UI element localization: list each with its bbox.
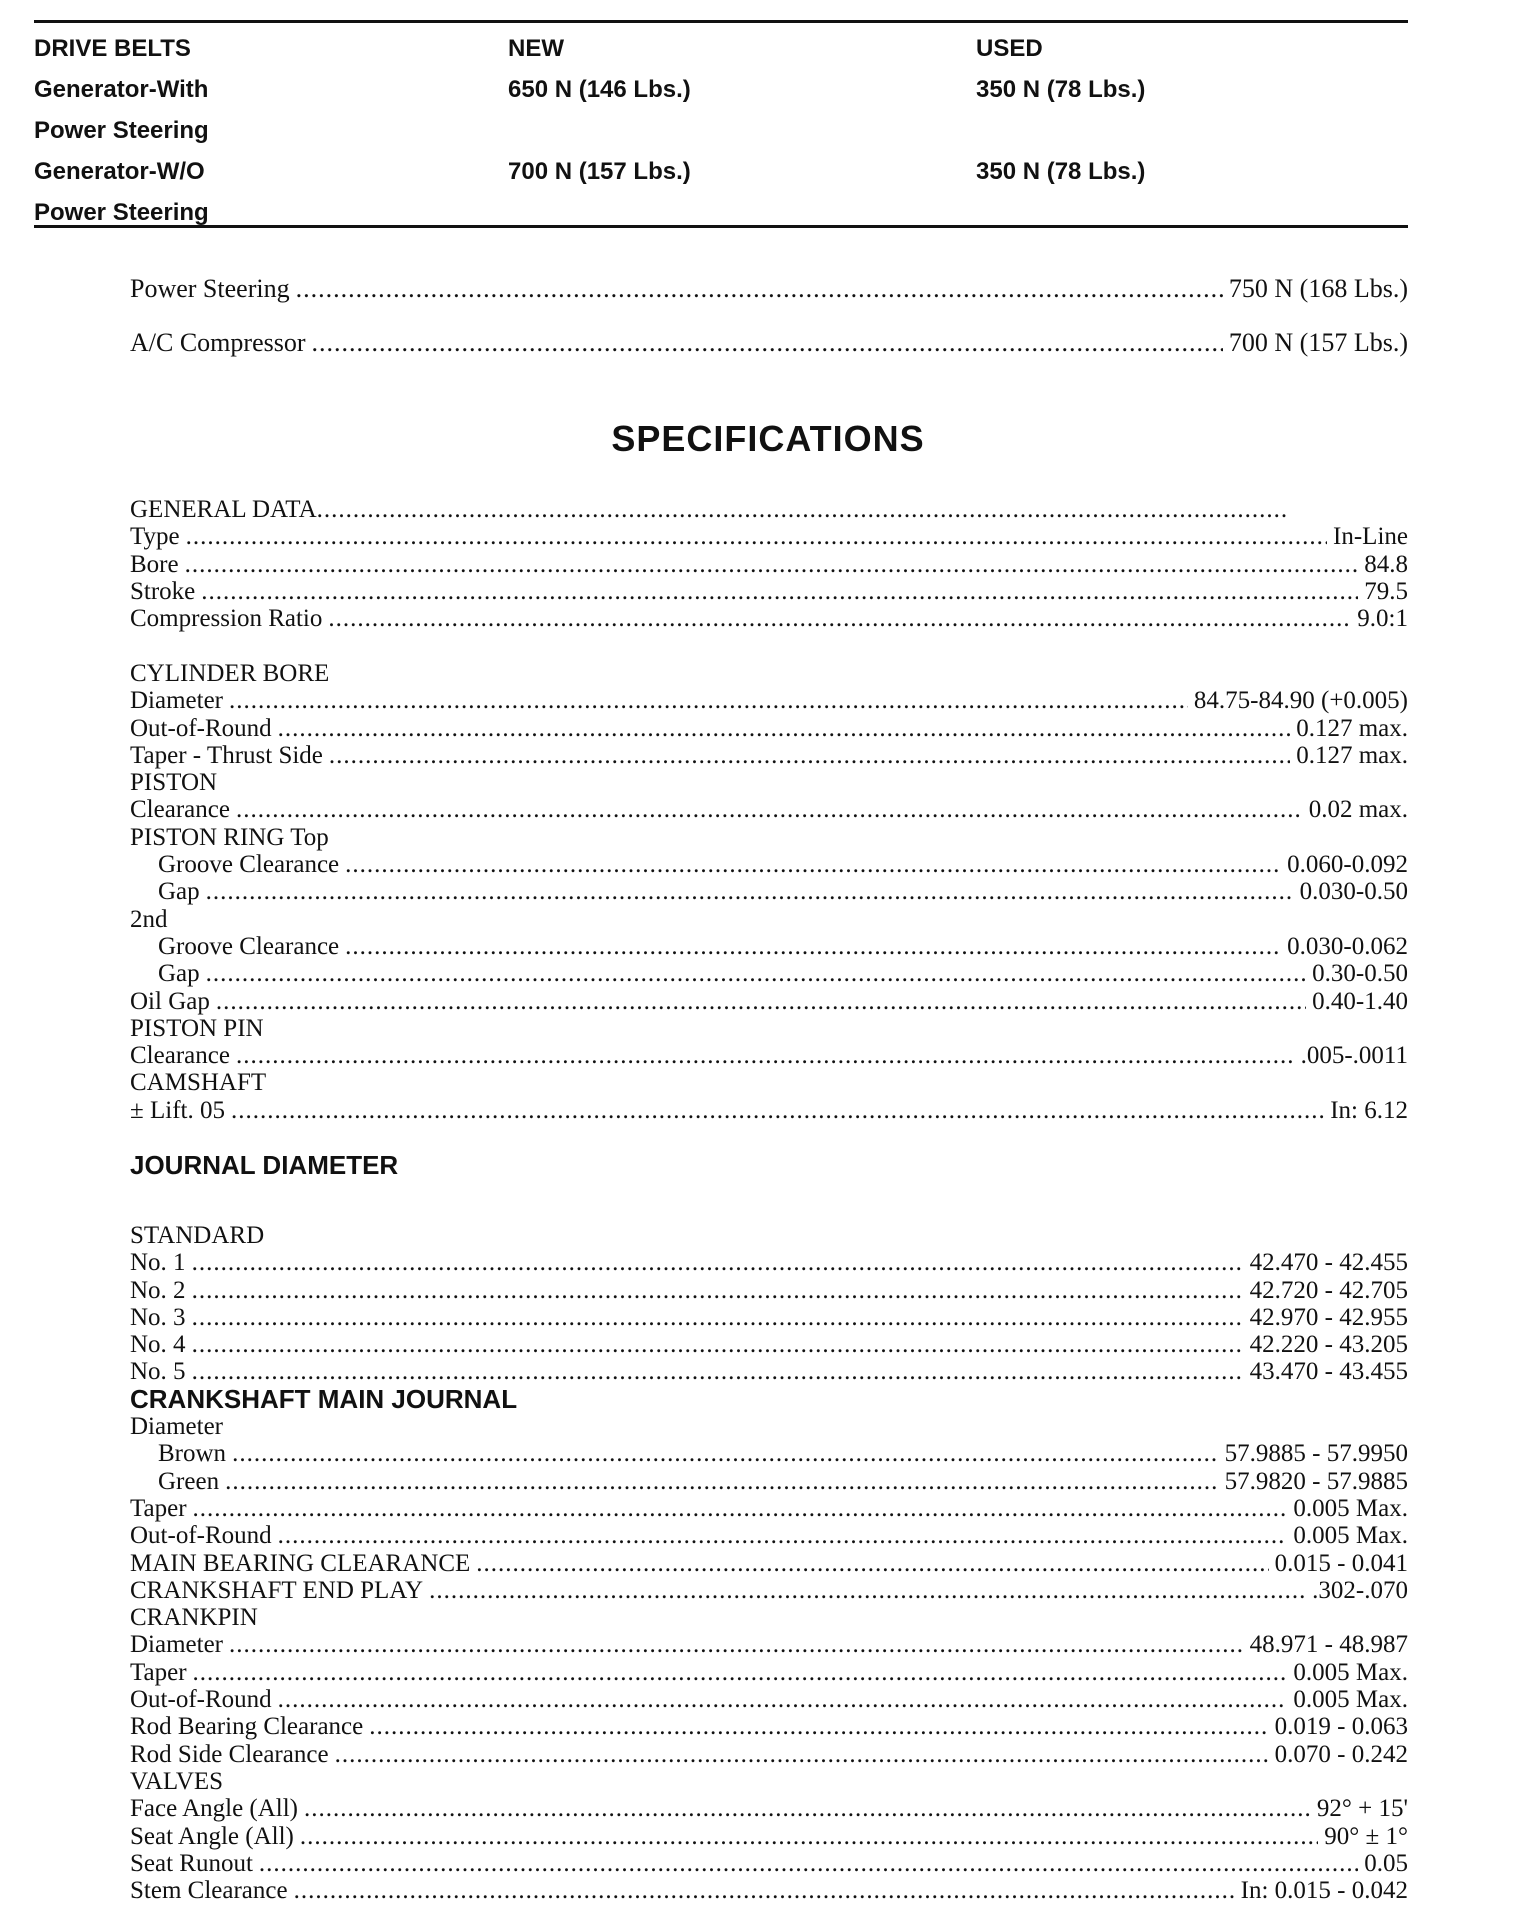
second-ring-heading: 2nd (130, 905, 168, 933)
spec-value: 0.005 Max. (1293, 1686, 1408, 1714)
spec-line (130, 796, 1408, 823)
belt-name: Generator-With (34, 76, 209, 103)
spec-label: Oil Gap (130, 987, 210, 1015)
spec-label: Taper - Thrust Side (130, 741, 323, 769)
dot-leader (192, 1277, 1244, 1304)
page-title: SPECIFICATIONS (611, 418, 925, 459)
dot-leader (317, 496, 1287, 523)
spec-value: .302-.070 (1312, 1576, 1408, 1604)
power-steering-tension (130, 274, 1408, 304)
dot-leader (192, 1331, 1244, 1358)
spec-line (130, 1550, 1408, 1577)
spec-label: Groove Clearance (158, 932, 340, 960)
cylinder-bore-heading: CYLINDER BORE (130, 660, 330, 687)
spec-line (130, 1686, 1408, 1713)
spec-line (130, 1097, 1408, 1124)
spec-label: Out-of-Round (130, 1522, 272, 1550)
belt-used-value: 350 N (78 Lbs.) (976, 76, 1146, 103)
dot-leader (192, 1249, 1244, 1276)
dot-leader (185, 551, 1359, 578)
dot-leader (236, 1042, 1295, 1069)
spec-label: No. 1 (130, 1249, 186, 1277)
spec-line (130, 1522, 1408, 1549)
general-data-section (130, 496, 1408, 632)
diameter-heading: Diameter (130, 1413, 224, 1441)
spec-label: Face Angle (All) (130, 1795, 299, 1823)
spec-label: Rod Side Clearance (130, 1740, 329, 1768)
dot-leader (259, 1850, 1358, 1877)
spec-value: In: 6.12 (1330, 1096, 1408, 1124)
table-top-rule (34, 20, 1408, 23)
spec-line (130, 687, 1408, 714)
spec-line (130, 1795, 1408, 1822)
dot-leader (216, 988, 1306, 1015)
spec-value: 57.9885 - 57.9950 (1224, 1440, 1408, 1468)
spec-value: 0.127 max. (1296, 741, 1408, 769)
spec-line (130, 1823, 1408, 1850)
spec-value: 0.02 max. (1308, 796, 1408, 824)
dot-leader (201, 578, 1358, 605)
spec-label: Clearance (130, 796, 230, 824)
belt-new-value: 700 N (157 Lbs.) (508, 158, 691, 185)
dot-leader (206, 960, 1307, 987)
spec-value: 42.470 - 42.455 (1249, 1249, 1408, 1277)
spec-value: 43.470 - 43.455 (1249, 1358, 1408, 1386)
dot-leader (193, 1659, 1288, 1686)
spec-line (130, 1741, 1408, 1768)
dot-leader (278, 1686, 1288, 1713)
header-drive-belts: DRIVE BELTS (34, 35, 191, 62)
spec-label: Out-of-Round (130, 714, 272, 742)
dot-leader (369, 1713, 1268, 1740)
dot-leader (345, 851, 1281, 878)
dot-leader (229, 687, 1188, 714)
spec-label: No. 3 (130, 1303, 186, 1331)
dot-leader (225, 1468, 1219, 1495)
spec-value: 0.005 Max. (1293, 1494, 1408, 1522)
drive-belts-table (34, 28, 1408, 233)
general-data-heading: GENERAL DATA (130, 496, 317, 523)
dot-leader (335, 1741, 1269, 1768)
spec-line (130, 933, 1408, 960)
spec-value: 0.40-1.40 (1312, 987, 1408, 1015)
table-row (34, 110, 1408, 151)
dot-leader (476, 1550, 1268, 1577)
belt-new-value: 650 N (146 Lbs.) (508, 76, 691, 103)
belt-used-value: 350 N (78 Lbs.) (976, 158, 1146, 185)
spec-value: 0.060-0.092 (1287, 851, 1408, 879)
belt-name: Power Steering (34, 199, 209, 226)
spec-label: Seat Runout (130, 1849, 253, 1877)
spec-line (130, 1277, 1408, 1304)
spec-label: Taper (130, 1658, 187, 1686)
spec-label: Gap (158, 960, 200, 988)
dot-leader (192, 1304, 1244, 1331)
dot-leader (294, 1877, 1235, 1904)
spec-label: No. 5 (130, 1358, 186, 1386)
spec-line (130, 878, 1408, 905)
dot-leader (300, 1823, 1318, 1850)
table-row (34, 69, 1408, 110)
spec-line (130, 1877, 1408, 1904)
dot-leader (186, 523, 1327, 550)
spec-label: CRANKSHAFT END PLAY (130, 1576, 424, 1604)
spec-value: 42.970 - 42.955 (1249, 1303, 1408, 1331)
spec-label: Diameter (130, 1631, 224, 1659)
dot-leader (304, 1795, 1311, 1822)
piston-heading: PISTON (130, 769, 218, 797)
spec-line (130, 523, 1408, 550)
spec-label: Seat Angle (All) (130, 1822, 294, 1850)
dot-leader (429, 1577, 1306, 1604)
spec-value: 0.005 Max. (1293, 1658, 1408, 1686)
spec-line (130, 1249, 1408, 1276)
standard-heading: STANDARD (130, 1222, 265, 1249)
spec-value: 84.8 (1364, 550, 1408, 578)
dot-leader (232, 1440, 1219, 1467)
spec-value: 42.720 - 42.705 (1249, 1276, 1408, 1304)
spec-label: Brown (158, 1440, 227, 1468)
spec-value: 0.015 - 0.041 (1274, 1549, 1408, 1577)
spec-line (130, 1358, 1408, 1385)
spec-line (130, 1577, 1408, 1604)
spec-line (130, 1631, 1408, 1658)
ac-compressor-tension (130, 328, 1408, 358)
spec-line (130, 551, 1408, 578)
spec-value: In-Line (1333, 523, 1408, 551)
dot-leader (278, 1522, 1288, 1549)
spec-line (130, 1331, 1408, 1358)
spec-value: 42.220 - 43.205 (1249, 1331, 1408, 1359)
spec-line (130, 578, 1408, 605)
spec-value: 0.30-0.50 (1312, 960, 1408, 988)
journal-standard-section (130, 1222, 1408, 1904)
camshaft-heading: CAMSHAFT (130, 1069, 267, 1097)
spec-value: 92° + 15' (1316, 1795, 1408, 1823)
spec-label: No. 2 (130, 1276, 186, 1304)
valves-heading: VALVES (130, 1767, 224, 1795)
spec-label: Clearance (130, 1042, 230, 1070)
cylinder-bore-section (130, 660, 1408, 1124)
spec-label: Gap (158, 878, 200, 906)
dot-leader (231, 1097, 1324, 1124)
spec-label: No. 4 (130, 1331, 186, 1359)
spec-label: Stroke (130, 577, 196, 605)
spec-line (130, 1042, 1408, 1069)
spec-line (130, 742, 1408, 769)
spec-line (130, 605, 1408, 632)
spec-label: Compression Ratio (130, 605, 323, 633)
spec-label: Groove Clearance (158, 851, 340, 879)
spec-value: 57.9820 - 57.9885 (1224, 1467, 1408, 1495)
spec-value: 0.05 (1364, 1849, 1408, 1877)
dot-leader (206, 878, 1294, 905)
spec-line (130, 1304, 1408, 1331)
table-header-row (34, 28, 1408, 69)
spec-line (130, 1495, 1408, 1522)
spec-label: Power Steering (130, 274, 290, 303)
journal-diameter-heading: JOURNAL DIAMETER (130, 1150, 399, 1180)
spec-value: 700 N (157 Lbs.) (1228, 328, 1408, 357)
belt-name: Power Steering (34, 117, 209, 144)
spec-value: .005-.0011 (1300, 1042, 1408, 1070)
dot-leader (193, 1495, 1288, 1522)
spec-value: 0.030-0.062 (1287, 932, 1408, 960)
spec-value: 90° ± 1° (1324, 1822, 1408, 1850)
spec-line (130, 988, 1408, 1015)
dot-leader (312, 328, 1223, 358)
spec-value: In: 0.015 - 0.042 (1240, 1877, 1408, 1905)
dot-leader (278, 715, 1291, 742)
spec-value: 9.0:1 (1357, 605, 1408, 633)
spec-label: Diameter (130, 687, 224, 715)
spec-value: 0.005 Max. (1293, 1522, 1408, 1550)
belt-new-value (508, 110, 976, 151)
dot-leader (236, 796, 1303, 823)
dot-leader (229, 1631, 1244, 1658)
spec-line (130, 1659, 1408, 1686)
dot-leader (329, 742, 1290, 769)
spec-label: Green (158, 1467, 220, 1495)
spec-label: Rod Bearing Clearance (130, 1713, 364, 1741)
spec-label: MAIN BEARING CLEARANCE (130, 1549, 471, 1577)
spec-label: Bore (130, 550, 179, 578)
spec-value: 0.127 max. (1296, 714, 1408, 742)
table-row (34, 151, 1408, 192)
dot-leader (345, 933, 1281, 960)
piston-ring-heading: PISTON RING Top (130, 823, 329, 851)
spec-line (130, 715, 1408, 742)
spec-line (130, 1440, 1408, 1467)
spec-value: 750 N (168 Lbs.) (1228, 274, 1408, 303)
spec-value: 0.030-0.50 (1299, 878, 1408, 906)
spec-value: 79.5 (1364, 577, 1408, 605)
crankpin-heading: CRANKPIN (130, 1604, 258, 1632)
table-bottom-rule (34, 225, 1408, 228)
dot-leader (328, 605, 1351, 632)
section-heading (130, 496, 1408, 523)
spec-label: Out-of-Round (130, 1686, 272, 1714)
spec-value: 84.75-84.90 (+0.005) (1193, 687, 1408, 715)
crankshaft-main-journal-heading: CRANKSHAFT MAIN JOURNAL (130, 1383, 518, 1414)
spec-value: 48.971 - 48.987 (1249, 1631, 1408, 1659)
dot-leader (192, 1358, 1244, 1385)
spec-line (130, 1850, 1408, 1877)
spec-line (130, 1713, 1408, 1740)
spec-value: 0.019 - 0.063 (1274, 1713, 1408, 1741)
spec-label: Taper (130, 1494, 187, 1522)
dot-leader (296, 274, 1223, 304)
header-used: USED (976, 35, 1043, 62)
spec-value: 0.070 - 0.242 (1274, 1740, 1408, 1768)
belt-name: Generator-W/O (34, 158, 205, 185)
spec-label: ± Lift. 05 (130, 1096, 225, 1124)
spec-line (130, 1468, 1408, 1495)
header-new: NEW (508, 35, 564, 62)
spec-label: Type (130, 523, 180, 551)
spec-label: A/C Compressor (130, 328, 306, 357)
belt-used-value (976, 110, 1408, 151)
spec-line (130, 960, 1408, 987)
piston-pin-heading: PISTON PIN (130, 1014, 264, 1042)
spec-line (130, 851, 1408, 878)
spec-label: Stem Clearance (130, 1877, 288, 1905)
